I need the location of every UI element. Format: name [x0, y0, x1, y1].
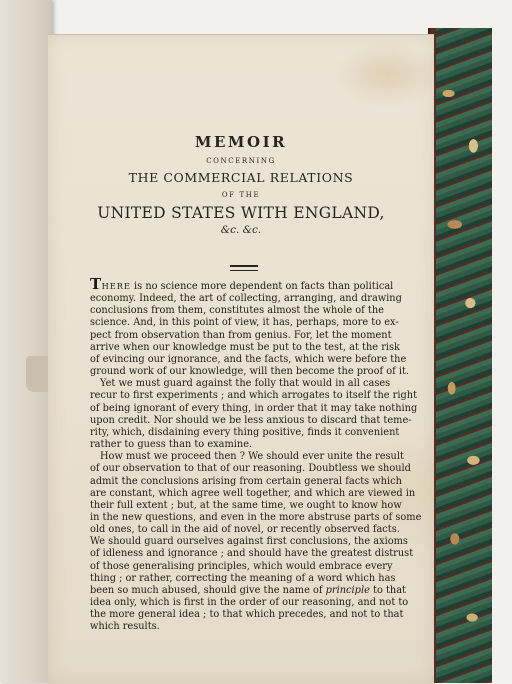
title-commercial-relations: THE COMMERCIAL RELATIONS — [128, 170, 354, 185]
body-line: which results. — [90, 621, 160, 633]
body-line: of idleness and ignorance ; and should have the greatest distrust — [90, 548, 414, 560]
body-line: We should guard ourselves against first conclusions, the axioms — [90, 536, 408, 548]
body-line: the more general idea ; to that which precedes, and not to that — [90, 609, 404, 621]
body-line: of those generalising principles, which would embrace every — [90, 560, 393, 572]
body-line: science. And, in this point of view, it has, perhaps, more to ex- — [90, 317, 399, 329]
ornamental-rule — [230, 265, 258, 271]
principle-line-after: to that — [369, 584, 406, 596]
body-line: their full extent ; but, at the same time, we ought to know how — [90, 499, 402, 511]
body-line: conclusions from them, constitutes almost the whole of the — [90, 305, 384, 317]
flyleaf-tear — [26, 356, 48, 392]
flyleaf — [0, 0, 52, 683]
marbled-cover-board — [428, 28, 492, 683]
title-united-states: UNITED STATES WITH ENGLAND, — [97, 204, 385, 222]
title-concerning: CONCERNING — [206, 157, 276, 165]
body-line: pect from observation than from genius. For, let the moment — [90, 329, 392, 341]
first-line-text: is no science more dependent on facts than political — [130, 281, 394, 292]
body-line: ground work of our knowledge, will then become the proof of it. — [90, 366, 410, 378]
body-line: rather to guess than to examine. — [90, 439, 253, 451]
body-line: of our observation to that of our reasoning. Doubtless we should — [90, 463, 411, 475]
body-line-principle — [90, 585, 420, 597]
body-lines — [90, 293, 420, 585]
book-page — [48, 34, 434, 684]
title-of-the: OF THE — [221, 191, 261, 199]
title-block — [48, 133, 434, 237]
body-line: are constant, which agree well together, and which are viewed in — [90, 487, 416, 499]
body-line: recur to first experiments ; and which arrogates to itself the right — [90, 390, 417, 402]
body-line: rity, which, disdaining every thing positive, finds it convenient — [90, 426, 400, 438]
body-line: arrive when our knowledge must be put to the test, at the risk — [90, 341, 400, 353]
body-line: thing ; or rather, correcting the meaning of a word which has — [90, 572, 396, 584]
small-caps-word: HERE — [101, 281, 131, 291]
body-line: old ones, to call in the aid of novel, or recently observed facts. — [90, 524, 400, 536]
body-line: in the new questions, and even in the more abstruse parts of some — [90, 511, 422, 523]
body-line: Yet we must guard against the folly that would in all cases — [100, 378, 391, 390]
drop-cap: T — [90, 275, 102, 293]
body-line: admit the conclusions arising from certain general facts which — [90, 475, 402, 487]
body-line: economy. Indeed, the art of collecting, arranging, and drawing — [90, 293, 402, 305]
body-line: How must we proceed then ? We should ever unite the result — [100, 451, 404, 463]
body-first-line — [90, 275, 420, 293]
body-line: upon credit. Nor should we be less anxious to discard that teme- — [90, 414, 412, 426]
title-memoir: MEMOIR — [194, 133, 288, 151]
body-line: idea only, which is first in the order of our reasoning, and not to — [90, 597, 409, 609]
body-text — [90, 275, 422, 634]
principle-line-before: been so much abused, should give the name of — [90, 584, 326, 596]
body-line: of being ignorant of every thing, in order that it may take nothing — [90, 402, 418, 414]
closing-lines — [90, 597, 420, 633]
principle-italic-word: principle — [325, 584, 370, 596]
body-line: of evincing our ignorance, and the facts, which were before the — [90, 353, 407, 365]
title-etc: &c. &c. — [220, 224, 262, 236]
